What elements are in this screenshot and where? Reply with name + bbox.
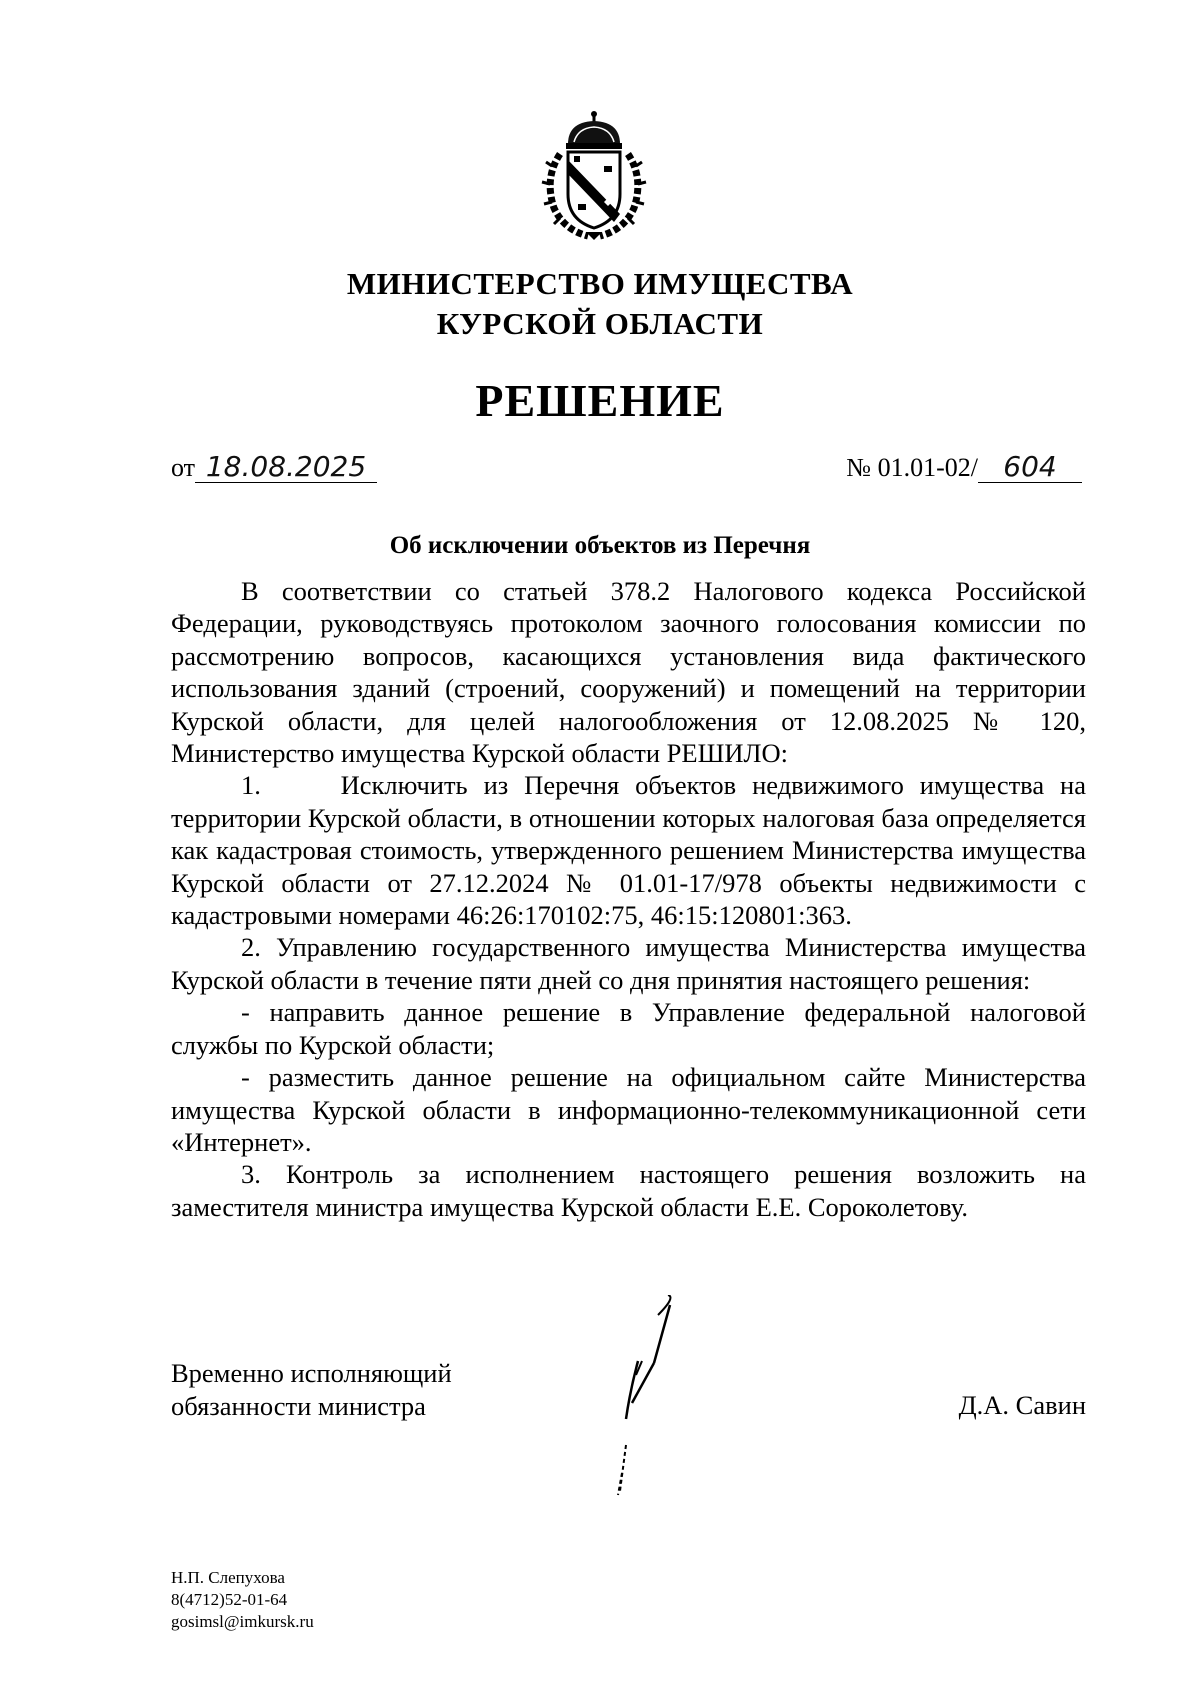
handwritten-date: 18.08.2025 <box>195 452 377 483</box>
organization-name-line2: КУРСКОЙ ОБЛАСТИ <box>436 306 764 341</box>
document-date <box>171 452 377 483</box>
coat-of-arms-emblem <box>538 108 650 240</box>
handwritten-number: 604 <box>978 452 1082 483</box>
executor-name: Н.П. Слепухова <box>171 1568 285 1587</box>
item-2-dash-1: - направить данное решение в Управление федеральной налоговой службы по Курской области; <box>171 997 1086 1060</box>
number-prefix: № 01.01-02/ <box>846 453 978 482</box>
executor-email: gosimsl@imkursk.ru <box>171 1612 314 1631</box>
executor-contacts <box>171 1567 314 1633</box>
position-line1: Временно исполняющий <box>171 1358 452 1388</box>
signatory-name: Д.А. Савин <box>958 1390 1086 1420</box>
signatory-position <box>171 1357 452 1423</box>
item-2-dash-2: - разместить данное решение на официальном сайте Министерства имущества Курской области в информационно-телекоммуникационной сети «Интернет». <box>171 1062 1086 1157</box>
position-line2: обязанности министра <box>171 1391 426 1421</box>
executor-phone: 8(4712)52-01-64 <box>171 1590 288 1609</box>
document-subject: Об исключении объектов из Перечня <box>389 532 811 559</box>
organization-name-line1: МИНИСТЕРСТВО ИМУЩЕСТВА <box>346 266 854 301</box>
item-3-paragraph: 3. Контроль за исполнением настоящего решения возложить на заместителя министра имущества Курской области Е.Е. Сороколетову. <box>171 1159 1086 1222</box>
document-number <box>846 452 1082 483</box>
date-prefix: от <box>171 453 196 482</box>
document-body <box>171 575 1086 1223</box>
intro-paragraph: В соответствии со статьей 378.2 Налогового кодекса Российской Федерации, руководствуясь протоколом заочного голосования комиссии по рассмотрению вопросов, касающихся установления вида фактического использования зданий (строений, сооружений) и помещений на территории Курской области, для целей налогообложения от 12.08.2025 № 120, Министерство имущества Курской области РЕШИЛО: <box>171 576 1086 769</box>
item-1-paragraph: 1. Исключить из Перечня объектов недвижимого имущества на территории Курской области, в отношении которых налоговая база определяется как кадастровая стоимость, утвержденного решением Министерства имущества Курской области от 27.12.2024 № 01.01-17/978 объекты недвижимости с кадастровыми номерами 46:26:170102:75, 46:15:120801:363. <box>171 770 1086 931</box>
handwritten-signature <box>608 1295 718 1505</box>
item-2-paragraph: 2. Управлению государственного имущества Министерства имущества Курской области в течение пяти дней со дня принятия настоящего решения: <box>171 932 1086 995</box>
document-type-title: РЕШЕНИЕ <box>475 375 725 426</box>
